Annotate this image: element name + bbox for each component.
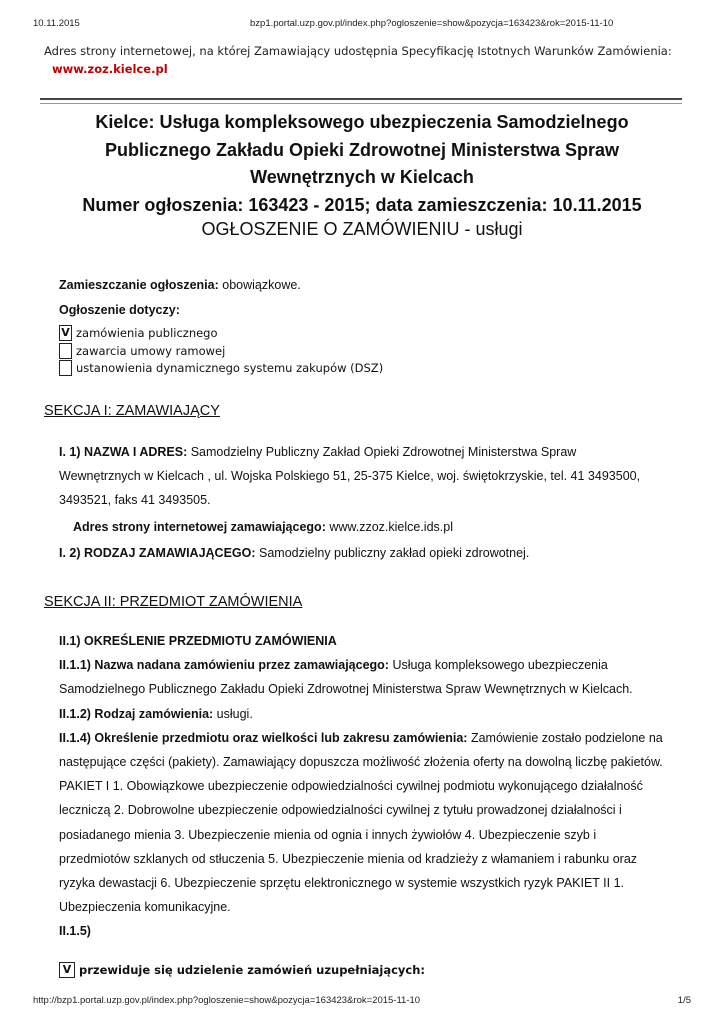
header-date: 10.11.2015 [33, 18, 80, 29]
authority-website [73, 515, 453, 539]
name-address-label: I. 1) NAZWA I ADRES: [59, 445, 188, 459]
contract-kind-label: II.1.2) Rodzaj zamówienia: [59, 706, 214, 721]
siwz-link[interactable]: www.zoz.kielce.pl [52, 62, 168, 76]
scope-line: posiadanego mienia 3. Ubezpieczenie mienia od ognia i innych żywiołów 4. Ubezpieczenie szyb i [59, 827, 597, 842]
website-label: Adres strony internetowej zamawiającego: [73, 520, 326, 534]
scope-line: przedmiotów szklanych od stłuczenia 5. Ubezpieczenie mienia od kradzieży z włamaniem i rabunku oraz [59, 851, 638, 866]
document-title [44, 109, 680, 219]
contracting-authority-address [59, 440, 699, 513]
address-line: Wewnętrznych w Kielcach , ul. Wojska Polskiego 51, 25-375 Kielce, woj. świętokrzyskie, tel. 41 3493500, [59, 469, 641, 484]
title-line-3: Wewnętrznych w Kielcach [250, 167, 474, 187]
posting-value: obowiązkowe. [218, 278, 301, 292]
authority-type [59, 541, 529, 565]
section-1-heading: SEKCJA I: ZAMAWIAJĄCY [44, 403, 220, 419]
siwz-address-note: Adres strony internetowej, na której Zamawiający udostępnia Specyfikację Istotnych Warunków Zamówienia: [44, 44, 672, 58]
option-label: zawarcia umowy ramowej [76, 344, 226, 358]
posting-info [59, 273, 301, 297]
option-label: zamówienia publicznego [76, 326, 218, 340]
title-line-2: Publicznego Zakładu Opieki Zdrowotnej Ministerstwa Spraw [104, 139, 620, 160]
scope-line: Ubezpieczenia komunikacyjne. [59, 900, 231, 915]
option-label: ustanowienia dynamicznego systemu zakupów (DSZ) [76, 361, 384, 375]
scope-value: Zamówienie zostało podzielone na [467, 730, 663, 745]
contract-name-value: Usługa kompleksowego ubezpieczenia [388, 658, 608, 673]
page-number: 1/5 [677, 995, 691, 1006]
option-framework-agreement [59, 343, 225, 359]
scope-label: II.1.4) Określenie przedmiotu oraz wielkości lub zakresu zamówienia: [59, 730, 468, 745]
contract-kind-value: usługi. [213, 706, 253, 721]
header-url: bzp1.portal.uzp.gov.pl/index.php?ogloszenie=show&pozycja=163423&rok=2015-11-10 [250, 18, 614, 29]
subject-details [59, 629, 699, 944]
checkbox-framework-agreement [59, 343, 72, 359]
notice-type: OGŁOSZENIE O ZAMÓWIENIU - usługi [201, 219, 523, 239]
concerns-label: Ogłoszenie dotyczy: [59, 303, 180, 317]
item-2-1-5: II.1.5) [59, 924, 91, 939]
scope-line: następujące części (pakiety). Zamawiający dopuszcza możliwość złożenia oferty na dowolną liczbę pakietów. [59, 755, 663, 770]
checkbox-supplementary: V [59, 962, 75, 978]
horizontal-divider [40, 98, 682, 104]
website-value: www.zzoz.kielce.ids.pl [325, 520, 453, 534]
address-line: Samodzielny Publiczny Zakład Opieki Zdrowotnej Ministerstwa Spraw [187, 445, 577, 459]
footer-url: http://bzp1.portal.uzp.gov.pl/index.php?ogloszenie=show&pozycja=163423&rok=2015-11-10 [33, 995, 421, 1006]
authority-type-value: Samodzielny publiczny zakład opieki zdrowotnej. [255, 546, 530, 560]
supplementary-orders-row [59, 962, 425, 978]
checkbox-public-contract: V [59, 325, 72, 341]
checkbox-dynamic-system [59, 360, 72, 376]
contract-name-line: Samodzielnego Publicznego Zakładu Opieki Zdrowotnej Ministerstwa Spraw Wewnętrznych w Kielcach. [59, 682, 633, 697]
notice-number-line: Numer ogłoszenia: 163423 - 2015; data zamieszczenia: 10.11.2015 [82, 194, 642, 215]
scope-line: ryzyka dewastacji 6. Ubezpieczenie sprzętu elektronicznego w systemie wszystkich ryzyk PAKIET II 1. [59, 876, 625, 891]
posting-label: Zamieszczanie ogłoszenia: [59, 278, 219, 292]
supplementary-label: przewiduje się udzielenie zamówień uzupełniających: [79, 963, 426, 977]
option-dynamic-system [59, 360, 383, 376]
scope-line: leczniczą 2. Dobrowolne ubezpieczenie odpowiedzialności cywilnej z tytułu prowadzonej działalności i [59, 803, 622, 818]
title-line-1: Kielce: Usługa kompleksowego ubezpieczenia Samodzielnego [95, 112, 629, 132]
option-public-contract [59, 325, 218, 341]
scope-line: PAKIET I 1. Obowiązkowe ubezpieczenie odpowiedzialności cywilnej podmiotu wykonującego działalność [59, 779, 643, 794]
subject-subheading: II.1) OKREŚLENIE PRZEDMIOTU ZAMÓWIENIA [59, 634, 337, 648]
section-2-heading: SEKCJA II: PRZEDMIOT ZAMÓWIENIA [44, 594, 303, 610]
contract-name-label: II.1.1) Nazwa nadana zamówieniu przez zamawiającego: [59, 658, 389, 673]
address-line: 3493521, faks 41 3493505. [59, 493, 211, 508]
authority-type-label: I. 2) RODZAJ ZAMAWIAJĄCEGO: [59, 546, 256, 560]
